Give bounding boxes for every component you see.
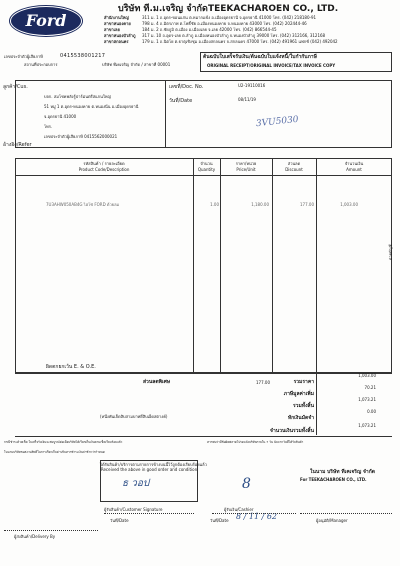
doc-no-label: เลขที่/Doc. No. bbox=[169, 84, 204, 90]
branch-place-value: บริษัท ทีเคเจริญ จำกัด / สาขาที่ 00001 bbox=[102, 62, 171, 67]
branch-label-4: สาขาสกลนคร bbox=[104, 39, 129, 44]
customer-phone-label: โทร. bbox=[44, 124, 53, 129]
tax-id-value: 0415538001217 bbox=[60, 53, 106, 59]
subtotal-before: 1,003.00 bbox=[358, 373, 376, 378]
col-header-discount-th: ส่วนลด bbox=[287, 161, 301, 166]
ford-logo-text: Ford bbox=[25, 11, 67, 30]
deposit-value: 0.00 bbox=[367, 409, 376, 414]
customer-name: บจก. สมโชคพลังรู้ปาร์ม่นตรีสแกนใหญ่ bbox=[44, 94, 111, 99]
doc-title-th: ต้นฉบับใบเสร็จรับเงิน/ต้นฉบับใบแจ้งหนี้/ใบกำกับภาษี bbox=[203, 54, 317, 60]
col-divider-3 bbox=[272, 158, 273, 373]
date-label: วันที่/Date bbox=[169, 98, 193, 104]
receiver-signature-label: ผู้รับสินค้า/Customer Signature bbox=[104, 507, 163, 512]
customer-address1: 51 หมู่ 1 ต.อุดร-หนองคาย ต.หนองนิ่น อ.เมืองอุดรธานี bbox=[44, 104, 139, 109]
net-label: หักเงินมัดจำ bbox=[287, 415, 314, 421]
col-header-desc-th: รหัสสินค้า / รายละเอียด bbox=[83, 161, 125, 166]
totals-divider bbox=[316, 373, 317, 435]
col-header-desc-en: Product Code/Description bbox=[78, 167, 130, 172]
branch-text-0: 311 ม. 1 ถ.อุดร-ขอนแก่น ต.หมากแข้ง อ.เมืองอุดรธานี จ.อุดรธานี 41000 โทร. (042) 218180-91 bbox=[142, 15, 317, 20]
received-en: Received the above in good order and condition bbox=[100, 467, 198, 472]
date-value: 08/11/19 bbox=[238, 97, 256, 102]
col-header-price-th: ราคา/หน่วย bbox=[235, 161, 257, 166]
payment-note-th: กรณีชำระด้วยเช็ค ใบเสร็จรับเงินจะสมบูรณ์ต่อเมื่อบริษัทได้เรียกเก็บเงินตามเช็คเรียบร้อยแล้ว bbox=[4, 440, 123, 444]
company-name-en: TEEKACHAROEN CO., LTD. bbox=[208, 4, 339, 14]
doc-no-value: U2-19110016 bbox=[238, 83, 266, 88]
discount-label: ส่วนลดพิเศษ bbox=[143, 379, 171, 385]
received-th: ได้รับสินค้า/บริการตามรายการข้างบนนี้ไว้ถูกต้องเรียบร้อยแล้ว bbox=[100, 462, 207, 467]
refer-label: อ้างอิง/Refer bbox=[3, 142, 32, 148]
branch-label-1: สาขาหนองคาย bbox=[104, 21, 131, 26]
sender-line bbox=[4, 530, 98, 531]
branch-label-3: สาขาหนองบัวลำภู bbox=[104, 33, 136, 38]
sender-label: ผู้ส่งสินค้า/Delivery By bbox=[14, 534, 56, 539]
customer-label: ลูกค้า/Cus. bbox=[3, 84, 28, 90]
discount-value: 177.00 bbox=[256, 380, 270, 385]
vat-value: 1,073.21 bbox=[358, 397, 376, 402]
col-header-amount-th: จำนวนเงิน bbox=[344, 161, 364, 166]
side-note: ฝ่ายบัญชี bbox=[388, 244, 393, 260]
row-0-price: 1,180.00 bbox=[251, 202, 269, 207]
customer-address2: จ.อุดรธานี 41000 bbox=[44, 114, 77, 119]
branch-text-3: 317 ม. 10 ถ.อุดร-เลย ต.ลำภู อ.เมืองหนองบัวลำภู จ.หนองบัวลำภู 39000 โทร. (042) 312166, 312168 bbox=[142, 33, 326, 38]
row-0-amount: 1,003.00 bbox=[340, 202, 358, 207]
row-0-quantity: 1.00 bbox=[210, 202, 219, 207]
col-header-qty-th: จำนวน bbox=[200, 161, 213, 166]
amount-words: (หนึ่งพันเจ็ดสิบสามบาทยี่สิบเอ็ดสตางค์) bbox=[100, 414, 168, 419]
handwritten-date: 8 / 11 / 62 bbox=[236, 512, 278, 521]
branch-text-2: 184 ม. 2 ถ.ชัยภูมิ ต.เมือง อ.เมืองเลย จ.เลย 42000 โทร. (042) 866544-45 bbox=[142, 27, 277, 32]
handwritten-annotation: 3VU5030 bbox=[255, 114, 300, 130]
receiver-date-label: วันที่/Date bbox=[110, 518, 129, 523]
manager-line bbox=[300, 513, 392, 514]
handwritten-cashier: 8 bbox=[242, 476, 251, 492]
col-header-amount-en: Amount bbox=[346, 167, 362, 172]
customer-divider bbox=[165, 80, 166, 148]
col-header-price-en: Price/Unit bbox=[236, 167, 256, 172]
row-0-description: 7U3AHW050AB4G ไฮโซ่ FORD ด้วยลม bbox=[46, 202, 120, 207]
receiver-line bbox=[104, 513, 194, 514]
branch-place-label: สถานที่ประกอบการ bbox=[24, 62, 58, 67]
col-divider-4 bbox=[316, 158, 317, 373]
company-note: หากพบว่ามีข้อผิดพลาดโปรดแจ้งบริษัทภายใน 7 วัน นับจากวันที่ได้รับสินค้า bbox=[207, 440, 304, 444]
branch-text-1: 798 ม. 4 ถ.มิตรภาพ ต.โพธิ์ชัย อ.เมืองหนองคาย จ.หนองคาย 43000 โทร. (042) 202444-46 bbox=[142, 21, 307, 26]
subtotal-label: รวมราคา bbox=[293, 379, 314, 385]
doc-title-en: ORIGINAL RECEIPT/ORIGINAL INVOICE/TAX INVOICE COPY bbox=[207, 63, 336, 68]
branch-text-4: 179 ม. 1 ถ.นิตโย ต.ธาตุเชิงชุม อ.เมืองสกลนคร จ.สกลนคร 47000 โทร. (042) 491961 แฟกซ์ (042) 492042 bbox=[142, 39, 338, 44]
company-name-th: บริษัท ที.ม.เจริญ จำกัด bbox=[118, 4, 208, 14]
payment-note-en: ในนามบริษัทขอสงวนสิทธิ์ในการเรียกเก็บค่าปรับหากชำระเงินล่าช้ากว่ากำหนด bbox=[4, 450, 105, 454]
company-sign-en: For TEEKACHAROEN CO., LTD. bbox=[300, 477, 367, 482]
items-table bbox=[15, 158, 392, 373]
col-header-discount-en: Discount bbox=[285, 167, 303, 172]
grand-total-label: จำนวนเงินรวมทั้งสิ้น bbox=[270, 428, 314, 434]
cashier-label: ผู้รับเงิน/Cashier bbox=[224, 507, 254, 512]
branch-label-2: สาขาเลย bbox=[104, 27, 120, 32]
deposit-label: รวมทั้งสิ้น bbox=[293, 403, 314, 409]
handwritten-receiver: ธ วอป bbox=[122, 478, 150, 489]
tax-id-label: เลขประจำตัวผู้เสียภาษี bbox=[4, 54, 43, 59]
branch-label-0: สำนักงานใหญ่ bbox=[104, 15, 129, 20]
net-value: 1,073.21 bbox=[358, 423, 376, 428]
cashier-line bbox=[212, 513, 296, 514]
eoe-note: ผิดตกยกเว้น E. & O.E. bbox=[46, 364, 96, 370]
row-0-discount: 177.00 bbox=[300, 202, 314, 207]
customer-tax-line: เลขประจำตัวผู้เสียภาษี 0415562000021 bbox=[44, 134, 118, 139]
manager-label: ผู้อนุมัติ/Manager bbox=[316, 518, 348, 523]
col-header-qty-en: Quantity bbox=[197, 167, 216, 172]
cashier-date-label: วันที่/Date bbox=[210, 518, 229, 523]
col-divider-2 bbox=[220, 158, 221, 373]
vat-label: ภาษีมูลค่าเพิ่ม bbox=[283, 391, 314, 397]
ford-logo bbox=[10, 6, 82, 36]
col-divider-1 bbox=[193, 158, 194, 373]
table-header-rule bbox=[15, 175, 392, 176]
totals-bottom-rule bbox=[15, 436, 392, 437]
company-sign-th: ในนาม บริษัท ทีเคเจริญ จำกัด bbox=[310, 469, 375, 475]
subtotal-value: 70.21 bbox=[364, 385, 376, 390]
